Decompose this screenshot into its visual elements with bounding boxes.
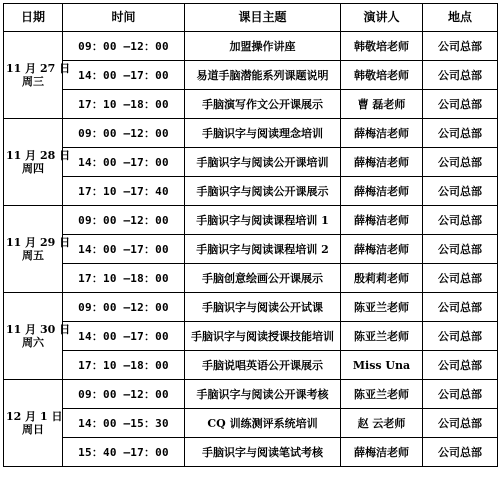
table-row [4, 235, 498, 264]
schedule-table [3, 3, 498, 467]
header-speaker: 演讲人 [341, 4, 423, 32]
place-cell: 公司总部 [423, 322, 498, 351]
speaker-cell: 薛梅洁老师 [341, 119, 423, 148]
place-cell: 公司总部 [423, 409, 498, 438]
topic-cell: 手脑识字与阅读公开课培训 [185, 148, 341, 177]
time-cell: 17：10 —18：00 [63, 264, 185, 293]
table-header [4, 4, 498, 32]
time-cell: 09：00 —12：00 [63, 293, 185, 322]
topic-cell: 手脑识字与阅读公开课展示 [185, 177, 341, 206]
speaker-cell: 韩敬培老师 [341, 61, 423, 90]
header-date: 日期 [4, 4, 63, 32]
topic-cell: 手脑说唱英语公开课展示 [185, 351, 341, 380]
place-cell: 公司总部 [423, 351, 498, 380]
time-cell: 14：00 —17：00 [63, 148, 185, 177]
speaker-cell: Miss Una [341, 351, 423, 380]
time-cell: 17：10 —18：00 [63, 351, 185, 380]
topic-cell: 手脑识字与阅读公开课考核 [185, 380, 341, 409]
topic-cell: 易道手脑潜能系列课题说明 [185, 61, 341, 90]
header-place: 地点 [423, 4, 498, 32]
weekday-label: 周四 [22, 162, 44, 175]
time-cell: 14：00 —15：30 [63, 409, 185, 438]
table-row [4, 148, 498, 177]
speaker-cell: 薛梅洁老师 [341, 206, 423, 235]
time-cell: 09：00 —12：00 [63, 32, 185, 61]
speaker-cell: 韩敬培老师 [341, 32, 423, 61]
speaker-cell: 曹 磊老师 [341, 90, 423, 119]
time-cell: 14：00 —17：00 [63, 235, 185, 264]
training-schedule [3, 3, 498, 467]
speaker-cell: 殷莉莉老师 [341, 264, 423, 293]
speaker-cell: 薛梅洁老师 [341, 177, 423, 206]
date-label: 11 月 30 日 [6, 323, 71, 336]
weekday-label: 周五 [22, 249, 44, 262]
speaker-cell: 薛梅洁老师 [341, 148, 423, 177]
time-cell: 17：10 —17：40 [63, 177, 185, 206]
place-cell: 公司总部 [423, 90, 498, 119]
topic-cell: 手脑识字与阅读授课技能培训 [185, 322, 341, 351]
place-cell: 公司总部 [423, 148, 498, 177]
weekday-label: 周三 [22, 75, 44, 88]
speaker-cell: 薛梅洁老师 [341, 235, 423, 264]
table-row [4, 380, 498, 409]
table-row [4, 293, 498, 322]
table-row [4, 119, 498, 148]
table-row [4, 177, 498, 206]
weekday-label: 周六 [22, 336, 44, 349]
table-row [4, 438, 498, 467]
table-row [4, 206, 498, 235]
header-time: 时间 [63, 4, 185, 32]
place-cell: 公司总部 [423, 206, 498, 235]
place-cell: 公司总部 [423, 119, 498, 148]
topic-cell: 手脑识字与阅读课程培训 2 [185, 235, 341, 264]
place-cell: 公司总部 [423, 380, 498, 409]
date-cell [4, 32, 71, 119]
place-cell: 公司总部 [423, 177, 498, 206]
date-cell [4, 380, 63, 467]
place-cell: 公司总部 [423, 438, 498, 467]
table-row [4, 61, 498, 90]
date-label: 11 月 28 日 [6, 149, 71, 162]
table-row [4, 322, 498, 351]
speaker-cell: 薛梅洁老师 [341, 438, 423, 467]
speaker-cell: 陈亚兰老师 [341, 380, 423, 409]
speaker-cell: 陈亚兰老师 [341, 322, 423, 351]
time-cell: 09：00 —12：00 [63, 206, 185, 235]
date-label: 11 月 27 日 [6, 62, 71, 75]
place-cell: 公司总部 [423, 264, 498, 293]
place-cell: 公司总部 [423, 61, 498, 90]
table-row [4, 351, 498, 380]
speaker-cell: 陈亚兰老师 [341, 293, 423, 322]
topic-cell: 手脑识字与阅读笔试考核 [185, 438, 341, 467]
date-label: 11 月 29 日 [6, 236, 71, 249]
time-cell: 14：00 —17：00 [63, 61, 185, 90]
table-body [4, 32, 498, 467]
place-cell: 公司总部 [423, 293, 498, 322]
topic-cell: 加盟操作讲座 [185, 32, 341, 61]
place-cell: 公司总部 [423, 32, 498, 61]
header-row [4, 4, 498, 32]
place-cell: 公司总部 [423, 235, 498, 264]
topic-cell: 手脑创意绘画公开课展示 [185, 264, 341, 293]
date-cell [4, 119, 71, 206]
time-cell: 15：40 —17：00 [63, 438, 185, 467]
date-label: 12 月 1 日 [6, 410, 63, 423]
table-row [4, 264, 498, 293]
date-cell [4, 206, 71, 293]
header-topic: 课目主题 [185, 4, 341, 32]
time-cell: 17：10 —18：00 [63, 90, 185, 119]
weekday-label: 周日 [22, 423, 44, 436]
topic-cell: 手脑识字与阅读课程培训 1 [185, 206, 341, 235]
table-row [4, 409, 498, 438]
date-cell [4, 293, 71, 380]
table-row [4, 90, 498, 119]
time-cell: 14：00 —17：00 [63, 322, 185, 351]
topic-cell: 手脑识字与阅读理念培训 [185, 119, 341, 148]
time-cell: 09：00 —12：00 [63, 119, 185, 148]
topic-cell: 手脑识字与阅读公开试课 [185, 293, 341, 322]
topic-cell: CQ 训练测评系统培训 [185, 409, 341, 438]
speaker-cell: 赵 云老师 [341, 409, 423, 438]
table-row [4, 32, 498, 61]
time-cell: 09：00 —12：00 [63, 380, 185, 409]
topic-cell: 手脑演写作文公开课展示 [185, 90, 341, 119]
